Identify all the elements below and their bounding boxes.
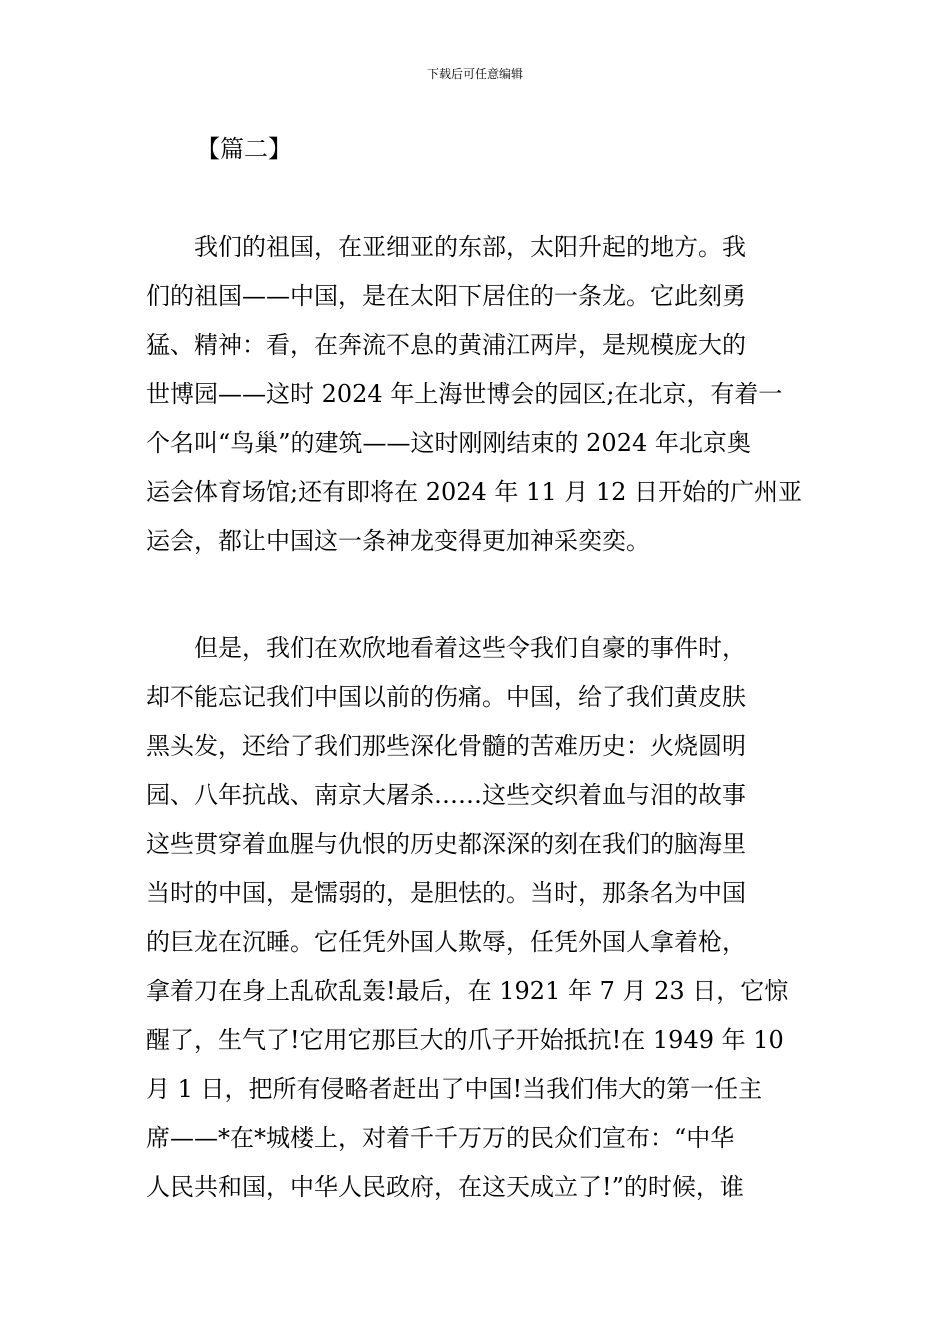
paragraph-line: 醒了，生气了!它用它那巨大的爪子开始抵抗!在 1949 年 10 xyxy=(146,1026,784,1054)
paragraph-line: 却不能忘记我们中国以前的伤痛。中国，给了我们黄皮肤 xyxy=(146,683,746,711)
paragraph-line: 园、八年抗战、南京大屠杀……这些交织着血与泪的故事 xyxy=(146,781,746,809)
section-title: 【篇二】 xyxy=(196,135,292,163)
paragraph-line: 们的祖国——中国，是在太阳下居住的一条龙。它此刻勇 xyxy=(146,282,746,310)
paragraph-1 xyxy=(146,223,811,566)
paragraph-line: 我们的祖国，在亚细亚的东部，太阳升起的地方。我 xyxy=(146,233,746,261)
paragraph-line: 人民共和国，中华人民政府，在这天成立了!”的时候，谁 xyxy=(146,1173,744,1201)
paragraph-line: 月 1 日，把所有侵略者赶出了中国!当我们伟大的第一任主 xyxy=(146,1075,763,1103)
paragraph-line: 这些贯穿着血腥与仇恨的历史都深深的刻在我们的脑海里 xyxy=(146,830,746,858)
paragraph-line: 个名叫“鸟巢”的建筑——这时刚刚结束的 2024 年北京奥 xyxy=(146,429,751,457)
paragraph-line: 黑头发，还给了我们那些深化骨髓的苦难历史：火烧圆明 xyxy=(146,732,746,760)
paragraph-line: 但是，我们在欢欣地看着这些令我们自豪的事件时， xyxy=(146,634,746,662)
paragraph-line: 的巨龙在沉睡。它任凭外国人欺辱，任凭外国人拿着枪， xyxy=(146,928,746,956)
paragraph-line: 世博园——这时 2024 年上海世博会的园区;在北京，有着一 xyxy=(146,380,783,408)
paragraph-2 xyxy=(146,624,811,1212)
paragraph-line: 席——*在*城楼上，对着千千万万的民众们宣布：“中华 xyxy=(146,1124,735,1152)
page-header-note: 下载后可任意编辑 xyxy=(426,67,523,81)
paragraph-line: 猛、精神：看，在奔流不息的黄浦江两岸，是规模庞大的 xyxy=(146,331,746,359)
paragraph-line: 拿着刀在身上乱砍乱轰!最后，在 1921 年 7 月 23 日，它惊 xyxy=(146,977,789,1005)
paragraph-line: 当时的中国，是懦弱的，是胆怯的。当时，那条名为中国 xyxy=(146,879,746,907)
paragraph-line: 运会体育场馆;还有即将在 2024 年 11 月 12 日开始的广州亚 xyxy=(146,478,803,506)
paragraph-line: 运会，都让中国这一条神龙变得更加神采奕奕。 xyxy=(146,527,650,555)
